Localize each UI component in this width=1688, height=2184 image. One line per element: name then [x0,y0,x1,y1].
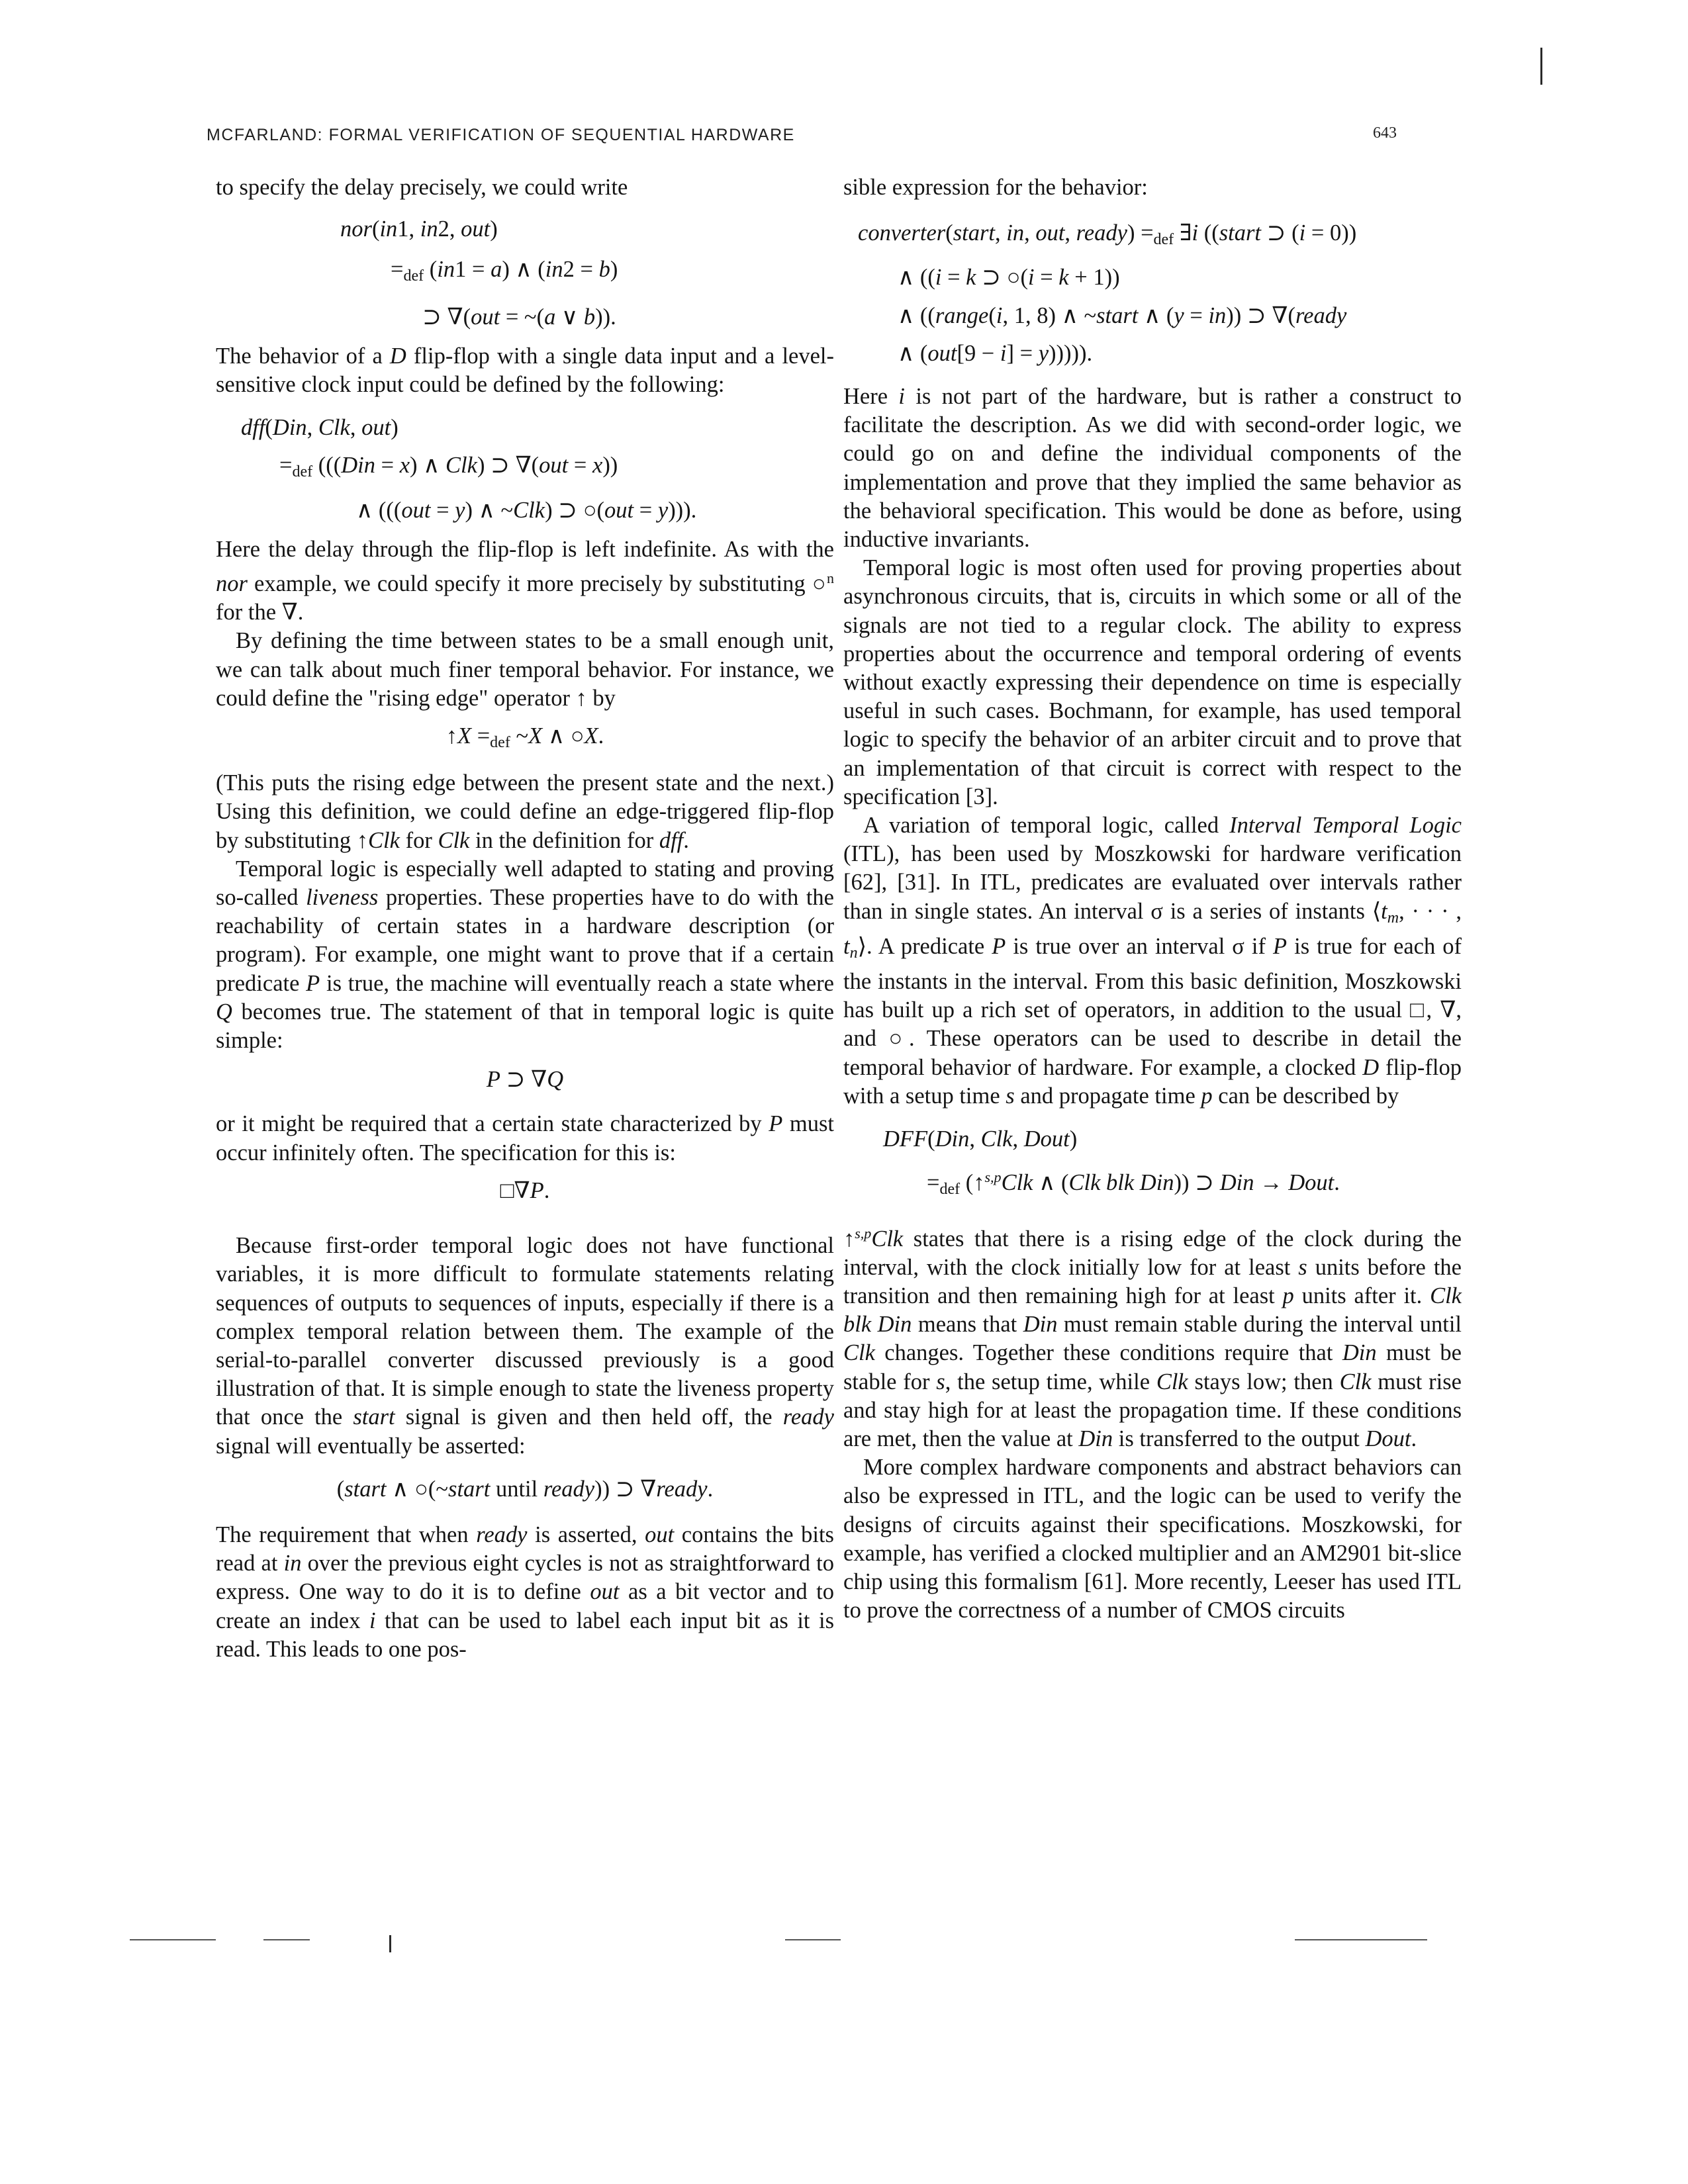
eq-converter-line-4: ∧ (out[9 − i] = y))))). [898,340,1093,366]
equation-dff [216,414,834,525]
paragraph-delay: Here the delay through the flip-flop is left indefinite. As with the nor example, we could specify it more precisely by substituting ○$^n$ for the ∇. [216,536,834,625]
page-number: 643 [1373,124,1397,142]
eq-dff-line-1: dff(Din, Clk, out) [241,415,399,441]
paragraph-intro: to specify the delay precisely, we could write [216,175,628,200]
paragraph-dff-intro: The behavior of a D flip-flop with a single data input and a level-sensitive clock input could be defined by the following: [216,343,834,398]
paragraph-infinitely-often: or it might be required that a certain state characterized by P must occur infinitely often. The specification for this is: [216,1111,834,1165]
scan-dash-bottom-1 [130,1939,216,1940]
equation-nor [216,215,834,332]
scan-dash-bottom-3 [785,1939,841,1940]
paragraph-complex: More complex hardware components and abstract behaviors can also be expressed in ITL, and the logic can be used to verify the designs of circuits against their specifications. Moszkowski, for example, has verified a clocked multiplier and an AM2901 bit-slice chip using this formalism [61]. More recently, Leeser has used ITL to prove the correctness of a number of CMOS circuits [843,1455,1462,1623]
paragraph-itl: A variation of temporal logic, called Interval Temporal Logic (ITL), has been used by Moszkowski for hardware verification [62], [31]. In ITL, predicates are evaluated over intervals rather than in single states. An interval σ is a series of instants $⟨t_m$, · · · , $t_n⟩$. A predicate P is true over an interval σ if P is true for each of the instants in the interval. From this basic definition, Moszkowski has built up a rich set of operators, in addition to the usual □, ∇, and ○. These operators can be used to describe in detail the temporal behavior of hardware. For example, a clocked D flip-flop with a setup time s and propagate time p can be described by [843,813,1462,1109]
left-column [216,173,834,1664]
equation-converter [843,219,1462,368]
paragraph-asynchronous: Temporal logic is most often used for proving properties about asynchronous circuits, that is, circuits in which some or all of the signals are not tied to a regular clock. The ability to express properties about the occurrence and temporal ordering of events without exactly expressing their dependence on time is especially useful in such cases. Bochmann, for example, has used temporal logic to specify the behavior of an arbiter circuit and to prove that an implementation of that circuit is correct with respect to the specification [3]. [843,555,1462,809]
scan-dash-bottom-2 [263,1939,310,1940]
equation-rising-edge: ↑X $=_{def}$ ~X ∧ ○X. [445,723,604,752]
paragraph-liveness: Temporal logic is especially well adapted to stating and proving so-called liveness properties. These properties have to do with the reachability of certain states in a hardware description (or program). For example, one might want to prove that if a certain predicate P is true, the machine will eventually reach a state where Q becomes true. The statement of that in temporal logic is quite simple: [216,856,834,1054]
eq-dff-line-2: $=_{def}$ (((Din = x) ∧ Clk) ⊃ ∇(out = x)) [279,453,618,481]
eq-nor-line-2: $=_{def}$ (in1 = a) ∧ (in2 = b) [391,257,618,285]
scan-mark-top-right [1540,48,1542,85]
equation-p-implies-q: P ⊃ ∇Q [486,1067,564,1093]
paragraph-rising-clock: ↑$^{s,p}$Clk states that there is a rising edge of the clock during the interval, with the clock initially low for at least s units before the transition and then remaining high for at least p units after it. Clk blk Din means that Din must remain stable during the interval until Clk changes. Together these conditions require that Din must be stable for s, the setup time, while Clk stays low; then Clk must rise and stay high for at least the propagation time. If these conditions are met, then the value at Din is transferred to the output Dout. [843,1224,1462,1451]
equation-start-ready: (start ∧ ○(~start until ready)) ⊃ ∇ready. [336,1476,714,1502]
eq-converter-line-3: ∧ ((range(i, 1, 8) ∧ ~start ∧ (y = in)) ⊃ ∇(ready [898,302,1347,328]
paragraph-construct: Here i is not part of the hardware, but is rather a construct to facilitate the description. As we did with second-order logic, we could go on and define the individual components of the implementation and prove that they implied the same behavior as the behavioral specification. This would be done as before, using inductive invariants. [843,384,1462,553]
eq-nor-line-3: ⊃ ∇(out = ~(a ∨ b)). [422,304,616,330]
eq-dff-line-3: ∧ (((out = y) ∧ ~Clk) ⊃ ○(out = y))). [356,497,697,523]
equation-DFF [843,1125,1462,1204]
eq-DFF-line-1: DFF(Din, Clk, Dout) [883,1126,1078,1152]
eq-converter-line-2: ∧ ((i = k ⊃ ○(i = k + 1)) [898,265,1120,291]
eq-DFF-line-2: $=_{def}$ (↑$^{s,p}$Clk ∧ (Clk blk Din)) ⊃ Din → Dout. [927,1169,1340,1199]
eq-converter-line-1: converter(start, in, out, ready) $=_{def}$ ∃i ((start ⊃ (i = 0)) [858,220,1357,249]
paragraph-rising-edge: By defining the time between states to be a small enough unit, we can talk about much finer temporal behavior. For instance, we could define the "rising edge" operator ↑ by [216,628,834,711]
running-head: MCFARLAND: FORMAL VERIFICATION OF SEQUENTIAL HARDWARE [207,126,795,144]
paragraph-requirement: The requirement that when ready is asserted, out contains the bits read at in over the previous eight cycles is not as straightforward to express. One way to do it is to define out as a bit vector and to create an index i that can be used to label each input bit as it is read. This leads to one pos- [216,1522,835,1662]
scan-mark-bottom [389,1935,391,1952]
paragraph-continuation: sible expression for the behavior: [843,175,1148,200]
scan-dash-bottom-4 [1295,1939,1427,1940]
paragraph-edge-triggered: (This puts the rising edge between the present state and the next.) Using this definition, we could define an edge-triggered flip-flop by substituting ↑Clk for Clk in the definition for dff. [216,770,834,853]
eq-nor-line-1: nor(in1, in2, out) [340,216,498,242]
paragraph-first-order: Because first-order temporal logic does not have functional variables, it is more difficult to formulate statements relating sequences of outputs to sequences of inputs, especially if there is a complex temporal relation between them. The example of the serial-to-parallel converter discussed previously is a good illustration of that. It is simple enough to state the liveness property that once the start signal is given and then held off, the ready signal will eventually be asserted: [216,1233,834,1459]
equation-box-p: □∇P. [500,1177,550,1203]
right-column [843,173,1462,1625]
